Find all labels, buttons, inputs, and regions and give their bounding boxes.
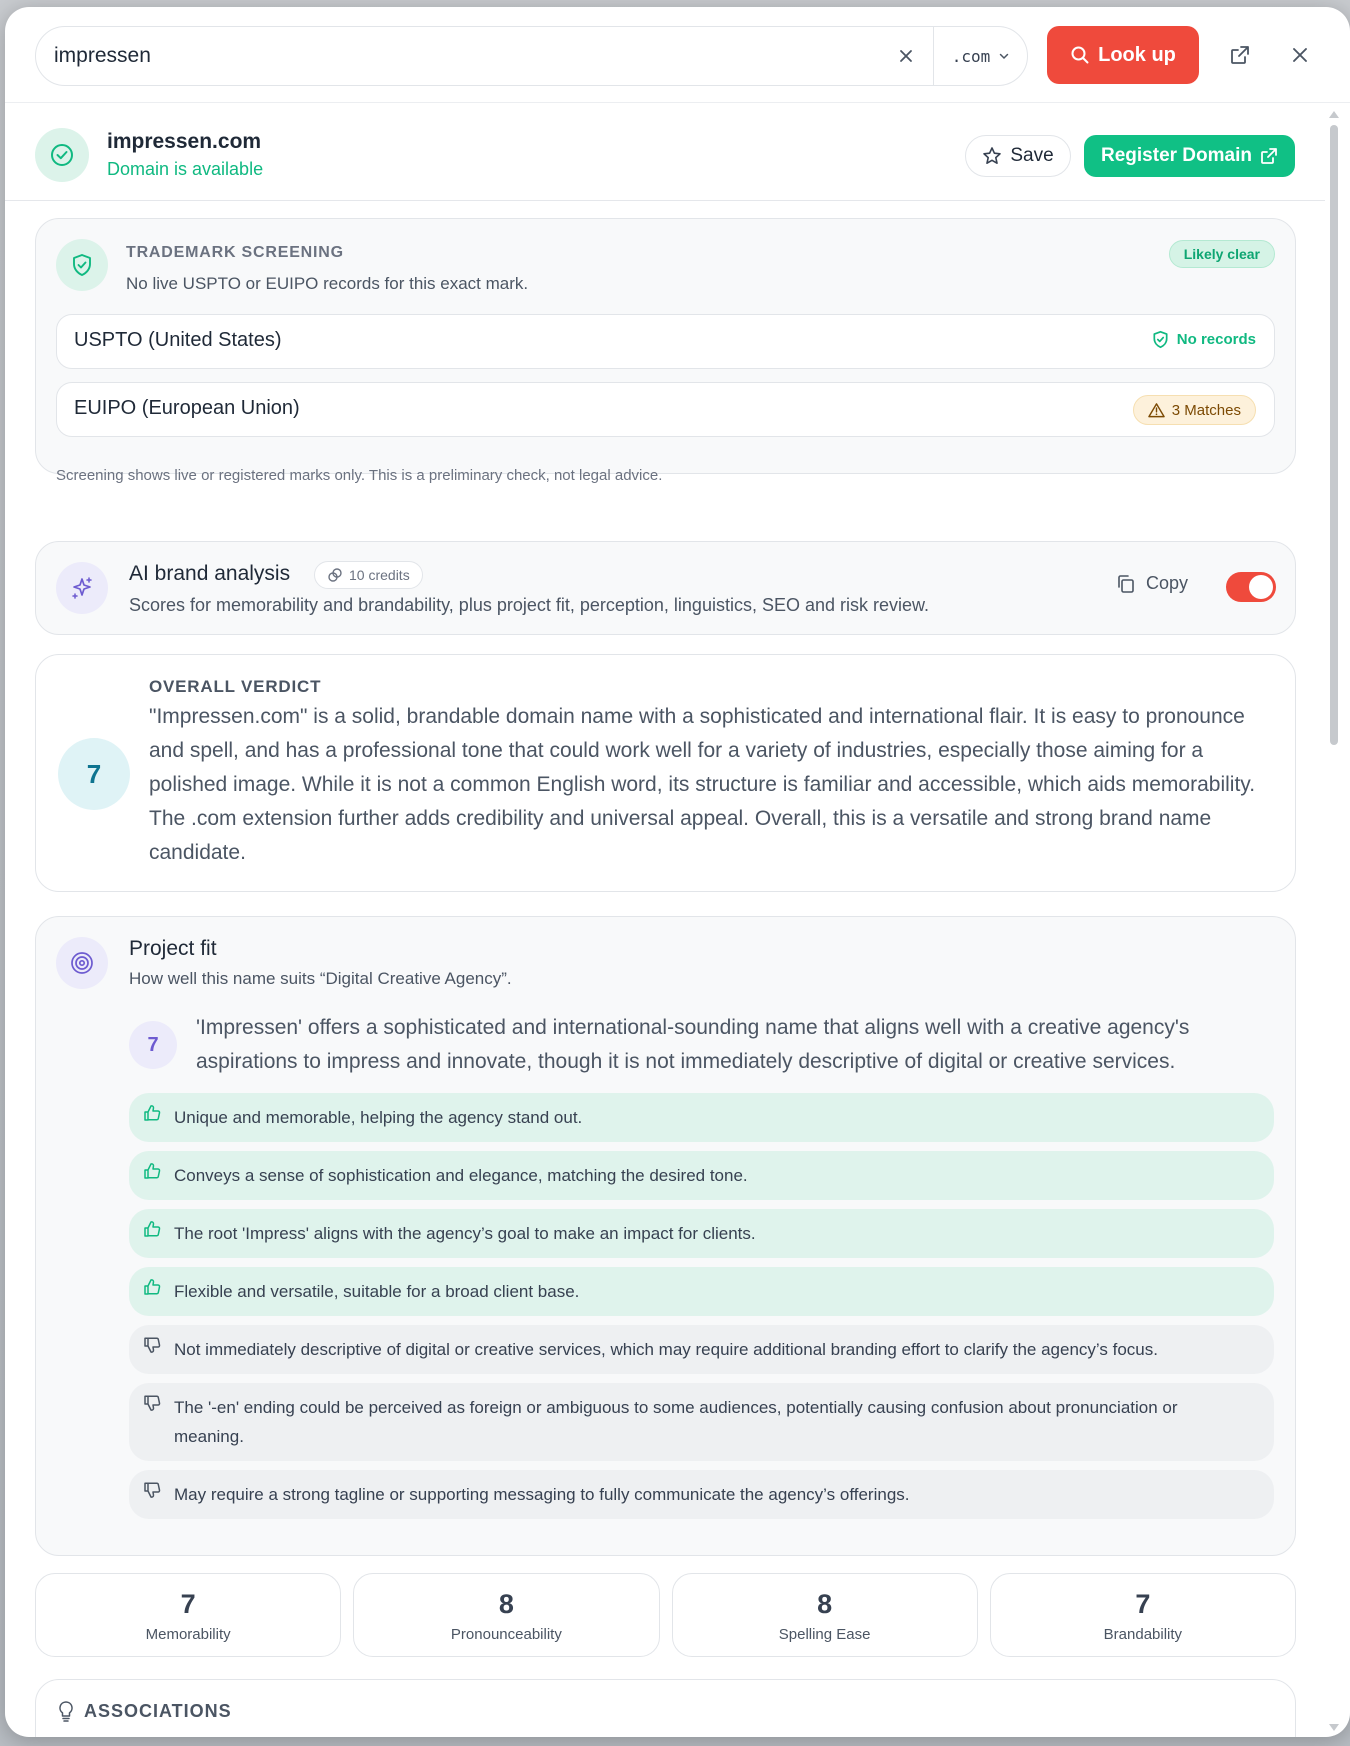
metric-memorability bbox=[35, 1573, 341, 1657]
pro-text: The root 'Impress' aligns with the agency’s goal to make an impact for clients. bbox=[174, 1224, 756, 1243]
project-fit-subtitle: How well this name suits “Digital Creative Agency”. bbox=[129, 969, 512, 988]
euipo-matches-badge[interactable] bbox=[1133, 395, 1256, 425]
search-bar bbox=[5, 7, 1350, 103]
shield-check-icon bbox=[1152, 330, 1169, 349]
likely-clear-badge: Likely clear bbox=[1169, 240, 1275, 268]
project-fit-score: 7 bbox=[129, 1021, 177, 1069]
con-item bbox=[129, 1470, 1274, 1519]
metric-value: 8 bbox=[817, 1589, 833, 1619]
copy-label: Copy bbox=[1146, 573, 1189, 593]
tld-value: .com bbox=[951, 46, 991, 66]
save-button[interactable] bbox=[965, 135, 1071, 177]
uspto-status-label: No records bbox=[1176, 331, 1256, 348]
check-circle-icon bbox=[35, 128, 89, 182]
euipo-status-label: 3 Matches bbox=[1171, 401, 1241, 419]
pro-item bbox=[129, 1267, 1274, 1316]
star-icon bbox=[982, 146, 1002, 166]
con-text: The '-en' ending could be perceived as foreign or ambiguous to some audiences, potentially causing confusion about pronunciation or meaning. bbox=[174, 1398, 1178, 1446]
trademark-disclaimer: Screening shows live or registered marks only. This is a preliminary check, not legal advice. bbox=[56, 467, 663, 484]
credits-pill bbox=[314, 561, 423, 589]
scroll-up-arrow[interactable] bbox=[1329, 111, 1339, 118]
project-fit-list bbox=[129, 1093, 1274, 1519]
clear-search-icon[interactable] bbox=[891, 41, 921, 71]
metric-label: Pronounceability bbox=[450, 1626, 562, 1643]
lightbulb-icon bbox=[58, 1700, 74, 1722]
lookup-button[interactable] bbox=[1047, 26, 1199, 84]
scroll-down-arrow[interactable] bbox=[1329, 1724, 1339, 1731]
ai-brand-analysis-card bbox=[35, 541, 1296, 635]
uspto-row bbox=[56, 314, 1275, 369]
pro-text: Unique and memorable, helping the agency stand out. bbox=[174, 1108, 583, 1127]
associations-title: ASSOCIATIONS bbox=[84, 1700, 232, 1721]
close-icon[interactable] bbox=[1285, 40, 1315, 70]
scroll-thumb[interactable] bbox=[1330, 125, 1338, 745]
project-fit-title: Project fit bbox=[129, 937, 217, 960]
thumbs-up-icon bbox=[143, 1104, 161, 1122]
tld-select[interactable] bbox=[933, 27, 1028, 85]
search-icon bbox=[1070, 45, 1090, 65]
metric-label: Spelling Ease bbox=[778, 1626, 871, 1643]
con-item bbox=[129, 1325, 1274, 1374]
credits-label: 10 credits bbox=[349, 567, 410, 583]
project-fit-summary: 'Impressen' offers a sophisticated and international-sounding name that aligns well with a creative agency's aspirations to impress and innovate, though it is not immediately descriptive of digital or creative services. bbox=[196, 1016, 1190, 1073]
toggle-knob bbox=[1249, 575, 1273, 599]
ai-analysis-description: Scores for memorability and brandability, plus project fit, perception, linguistics, SEO and risk review. bbox=[129, 595, 930, 615]
associations-header bbox=[58, 1700, 232, 1722]
associations-card bbox=[35, 1679, 1296, 1737]
coins-icon bbox=[327, 567, 343, 583]
warning-triangle-icon bbox=[1148, 402, 1165, 418]
domain-lookup-modal bbox=[5, 7, 1350, 1737]
save-button-label: Save bbox=[1010, 145, 1054, 166]
chevron-down-icon bbox=[998, 50, 1010, 62]
pro-item bbox=[129, 1093, 1274, 1142]
verdict-text: "Impressen.com" is a solid, brandable domain name with a sophisticated and international flair. It is easy to pronounce and spell, and has a professional tone that could work well for a variety of industries, especially those aiming for a polished image. While it is not a common English word, its structure is familiar and accessible, which aids memorability. The .com extension further adds credibility and universal appeal. Overall, this is a versatile and strong brand name candidate. bbox=[149, 705, 1256, 864]
verdict-score: 7 bbox=[58, 738, 130, 810]
open-external-icon[interactable] bbox=[1225, 40, 1255, 70]
uspto-label: USPTO (United States) bbox=[74, 329, 282, 351]
pro-text: Conveys a sense of sophistication and elegance, matching the desired tone. bbox=[174, 1166, 748, 1185]
con-item bbox=[129, 1383, 1274, 1461]
metric-label: Memorability bbox=[145, 1626, 231, 1643]
trademark-description: No live USPTO or EUIPO records for this exact mark. bbox=[126, 274, 529, 293]
search-input[interactable] bbox=[54, 27, 884, 85]
overall-verdict-card bbox=[35, 654, 1296, 892]
copy-icon bbox=[1116, 574, 1136, 594]
scrollbar[interactable] bbox=[1327, 111, 1341, 1731]
domain-header bbox=[5, 104, 1325, 201]
target-icon bbox=[56, 937, 108, 989]
metric-value: 7 bbox=[180, 1589, 196, 1619]
thumbs-up-icon bbox=[143, 1278, 161, 1296]
thumbs-down-icon bbox=[143, 1394, 161, 1412]
thumbs-up-icon bbox=[143, 1220, 161, 1238]
copy-button[interactable] bbox=[1116, 573, 1188, 594]
metric-spelling-ease bbox=[672, 1573, 978, 1657]
euipo-row bbox=[56, 382, 1275, 437]
metric-pronounceability bbox=[353, 1573, 659, 1657]
ai-analysis-toggle[interactable] bbox=[1226, 572, 1276, 602]
ai-analysis-title: AI brand analysis bbox=[129, 562, 291, 585]
shield-check-icon bbox=[56, 239, 108, 291]
search-box bbox=[35, 26, 1028, 86]
thumbs-down-icon bbox=[143, 1336, 161, 1354]
uspto-status bbox=[1152, 330, 1256, 349]
metric-value: 7 bbox=[1135, 1589, 1151, 1619]
pro-item bbox=[129, 1151, 1274, 1200]
register-button-label: Register Domain bbox=[1101, 145, 1252, 166]
register-domain-button[interactable] bbox=[1084, 135, 1295, 177]
project-fit-card bbox=[35, 916, 1296, 1556]
sparkles-icon bbox=[56, 562, 108, 614]
domain-status: Domain is available bbox=[107, 159, 264, 179]
external-link-icon bbox=[1260, 147, 1278, 165]
metric-brandability bbox=[990, 1573, 1296, 1657]
verdict-title: OVERALL VERDICT bbox=[149, 677, 322, 696]
trademark-title: TRADEMARK SCREENING bbox=[126, 244, 344, 261]
con-text: Not immediately descriptive of digital or creative services, which may require additional branding effort to clarify the agency’s focus. bbox=[174, 1340, 1158, 1359]
domain-name: impressen.com bbox=[107, 130, 262, 153]
trademark-screening-card bbox=[35, 218, 1296, 484]
pro-text: Flexible and versatile, suitable for a broad client base. bbox=[174, 1282, 580, 1301]
thumbs-down-icon bbox=[143, 1481, 161, 1499]
lookup-button-label: Look up bbox=[1098, 43, 1176, 66]
euipo-label: EUIPO (European Union) bbox=[74, 397, 300, 419]
metric-value: 8 bbox=[498, 1589, 514, 1619]
pro-item bbox=[129, 1209, 1274, 1258]
con-text: May require a strong tagline or supporting messaging to fully communicate the agency’s offerings. bbox=[174, 1485, 910, 1504]
score-metrics bbox=[35, 1573, 1296, 1657]
metric-label: Brandability bbox=[1103, 1626, 1183, 1643]
thumbs-up-icon bbox=[143, 1162, 161, 1180]
